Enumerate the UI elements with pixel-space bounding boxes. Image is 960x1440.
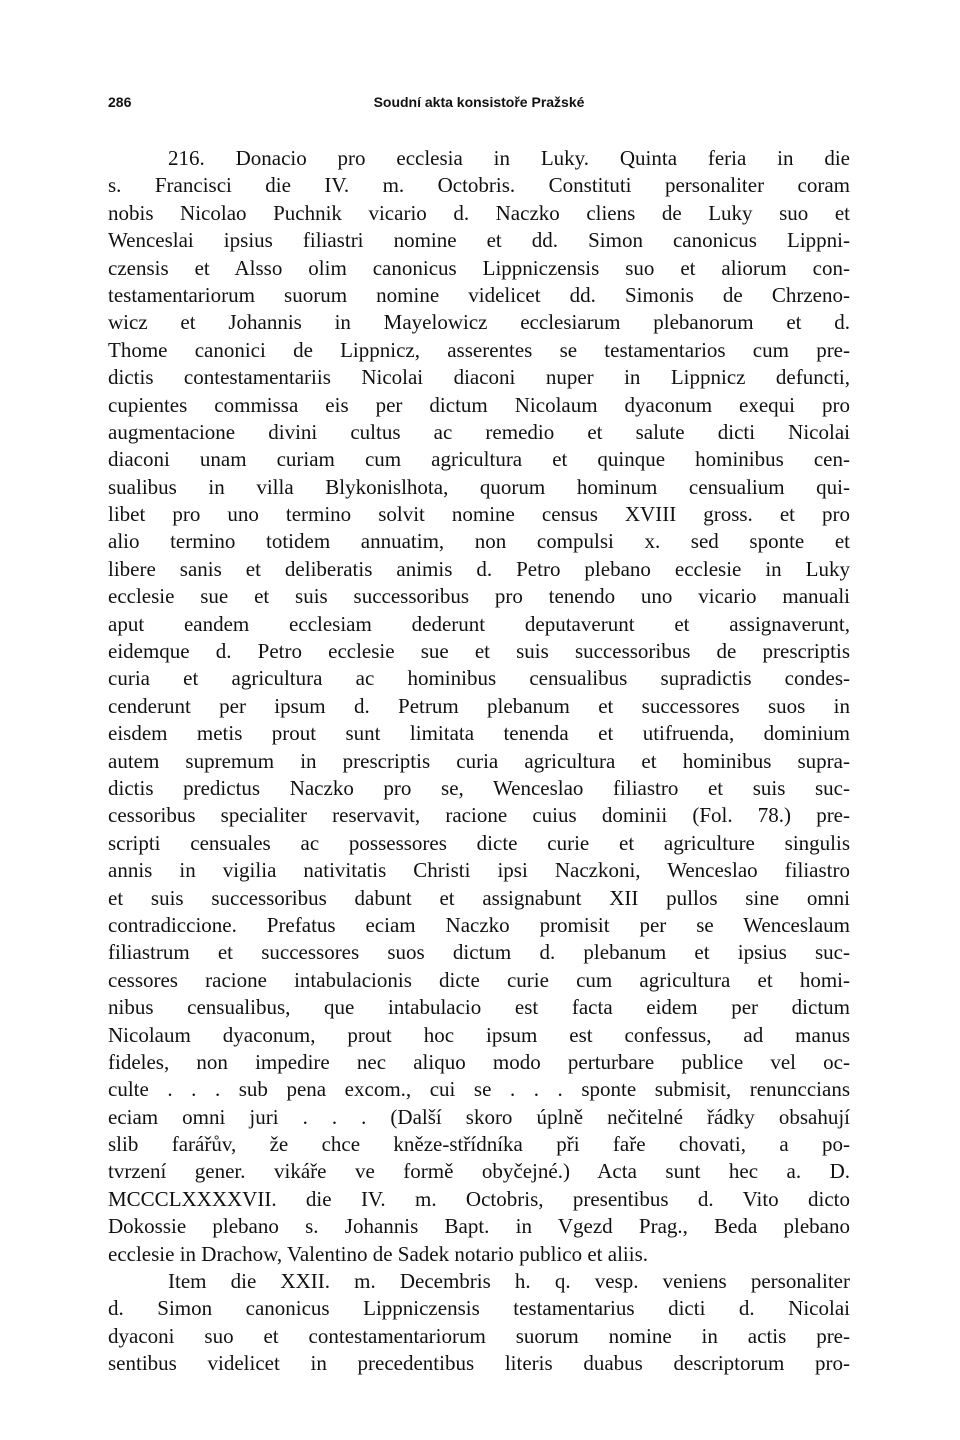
text-line: autem supremum in prescriptis curia agricultura et hominibus supra- <box>108 748 850 773</box>
text-line: Dokossie plebano s. Johannis Bapt. in Vgezd Prag., Beda plebano <box>108 1214 850 1239</box>
text-line: tvrzení gener. vikáře ve formě obyčejné.) Acta sunt hec a. D. <box>108 1159 850 1184</box>
text-line: cenderunt per ipsum d. Petrum plebanum et successores suos in <box>108 693 850 718</box>
text-line: eidemque d. Petro ecclesie sue et suis successoribus de prescriptis <box>108 639 850 664</box>
text-line: cessoribus specialiter reservavit, racione cuius dominii (Fol. 78.) pre- <box>108 803 850 828</box>
text-line: aput eandem ecclesiam dederunt deputaverunt et assignaverunt, <box>108 611 850 636</box>
text-line: dictis contestamentariis Nicolai diaconi nuper in Lippnicz defuncti, <box>108 365 850 390</box>
text-line: eciam omni juri . . . (Další skoro úplně nečitelné řádky obsahují <box>108 1104 850 1129</box>
text-line: czensis et Alsso olim canonicus Lippniczensis suo et aliorum con- <box>108 255 850 280</box>
text-line: eisdem metis prout sunt limitata tenenda et utifruenda, dominium <box>108 721 850 746</box>
text-line: 216. Donacio pro ecclesia in Luky. Quinta feria in die <box>168 146 850 170</box>
text-line: contradiccione. Prefatus eciam Naczko promisit per se Wenceslaum <box>108 912 850 937</box>
text-line: nobis Nicolao Puchnik vicario d. Naczko cliens de Luky suo et <box>108 200 850 225</box>
text-line: annis in vigilia nativitatis Christi ipsi Naczkoni, Wenceslao filiastro <box>108 858 850 883</box>
text-line: libere sanis et deliberatis animis d. Petro plebano ecclesie in Luky <box>108 556 850 581</box>
text-line: augmentacione divini cultus ac remedio et salute dicti Nicolai <box>108 419 850 444</box>
text-line: dictis predictus Naczko pro se, Wenceslao filiastro et suis suc- <box>108 775 850 800</box>
text-line: cessores racione intabulacionis dicte curie cum agricultura et homi- <box>108 967 850 992</box>
text-line: s. Francisci die IV. m. Octobris. Constituti personaliter coram <box>108 173 850 198</box>
text-line: filiastrum et successores suos dictum d. plebanum et ipsius suc- <box>108 940 850 965</box>
text-line: dyaconi suo et contestamentariorum suorum nomine in actis pre- <box>108 1323 850 1348</box>
text-line: MCCCLXXXXVII. die IV. m. Octobris, presentibus d. Vito dicto <box>108 1186 850 1211</box>
text-line: libet pro uno termino solvit nomine census XVIII gross. et pro <box>108 502 850 527</box>
text-line: curia et agricultura ac hominibus censualibus supradictis condes- <box>108 666 850 691</box>
body-text <box>108 145 850 1378</box>
text-line: Nicolaum dyaconum, prout hoc ipsum est confessus, ad manus <box>108 1022 850 1047</box>
page-number: 286 <box>108 94 132 110</box>
text-line: sualibus in villa Blykonislhota, quorum hominum censualium qui- <box>108 474 850 499</box>
text-line: ecclesie sue et suis successoribus pro tenendo uno vicario manuali <box>108 584 850 609</box>
text-line: culte . . . sub pena excom., cui se . . . sponte submisit, renunccians <box>108 1077 850 1102</box>
text-line: et suis successoribus dabunt et assignabunt XII pullos sine omni <box>108 885 850 910</box>
text-line: cupientes commissa eis per dictum Nicolaum dyaconum exequi pro <box>108 392 850 417</box>
text-line: ecclesie in Drachow, Valentino de Sadek notario publico et aliis. <box>108 1241 649 1266</box>
running-title: Soudní akta konsistoře Pražské <box>373 94 585 110</box>
text-line: wicz et Johannis in Mayelowicz ecclesiarum plebanorum et d. <box>108 310 850 335</box>
text-line: nibus censualibus, que intabulacio est facta eidem per dictum <box>108 995 850 1020</box>
text-line: alio termino totidem annuatim, non compulsi x. sed sponte et <box>108 529 850 554</box>
text-line: diaconi unam curiam cum agricultura et quinque hominibus cen- <box>108 447 850 472</box>
text-line: Item die XXII. m. Decembris h. q. vesp. veniens personaliter <box>168 1269 850 1294</box>
text-line: d. Simon canonicus Lippniczensis testamentarius dicti d. Nicolai <box>108 1296 850 1321</box>
text-line: testamentariorum suorum nomine videlicet dd. Simonis de Chrzeno- <box>108 282 850 307</box>
page-header <box>108 94 850 114</box>
text-line: slib farářův, že chce kněze-střídníka při faře chovati, a po- <box>108 1132 850 1157</box>
text-line: scripti censuales ac possessores dicte curie et agriculture singulis <box>108 830 850 855</box>
text-line: fideles, non impedire nec aliquo modo perturbare publice vel oc- <box>108 1049 850 1074</box>
text-line: sentibus videlicet in precedentibus literis duabus descriptorum pro- <box>108 1351 850 1376</box>
text-line: Wenceslai ipsius filiastri nomine et dd. Simon canonicus Lippni- <box>108 228 850 253</box>
text-line: Thome canonici de Lippnicz, asserentes se testamentarios cum pre- <box>108 337 850 362</box>
